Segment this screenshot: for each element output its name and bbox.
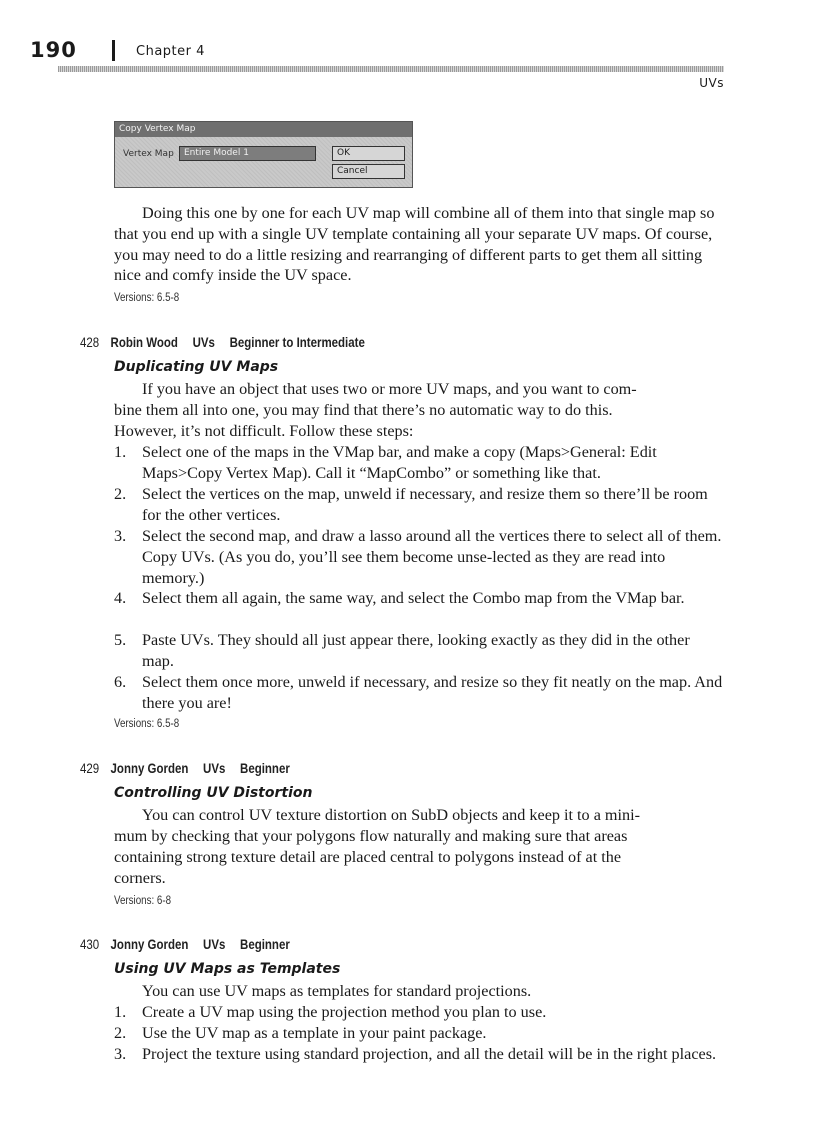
- tip-level: Beginner: [240, 936, 290, 952]
- tip-428-line-3: However, it’s not difficult. Follow these steps:: [114, 422, 414, 440]
- chapter-label: Chapter 4: [136, 44, 205, 59]
- tip-428-header: [80, 334, 365, 350]
- tip-428-versions: Versions: 6.5-8: [114, 718, 180, 730]
- ok-button: OK: [332, 146, 405, 161]
- vertex-map-field: Entire Model 1: [179, 146, 316, 161]
- tip-430-line-1: You can use UV maps as templates for standard projections.: [142, 982, 532, 1000]
- tip-author: Jonny Gorden: [110, 936, 189, 952]
- tip-429-line-3: containing strong texture detail are placed central to polygons instead of at the: [114, 848, 622, 866]
- header-rule: [58, 66, 724, 72]
- tip-430-header: [80, 936, 290, 952]
- tip-430-title: Using UV Maps as Templates: [114, 961, 341, 977]
- tip-author: Jonny Gorden: [110, 760, 189, 776]
- tip-number: 430: [80, 936, 100, 952]
- tip-category: UVs: [203, 760, 226, 776]
- tip-429-line-2: mum by checking that your polygons flow naturally and making sure that areas: [114, 827, 628, 845]
- intro-paragraph: Doing this one by one for each UV map will combine all of them into that single map so that you end up with a single UV template containing all your separate UV maps. Of course, you may need to do a little resizing and rearranging of different parts to get them all sitting nice and comfy inside the UV space.: [114, 204, 715, 285]
- tip-level: Beginner to Intermediate: [229, 334, 365, 350]
- section-label: UVs: [699, 76, 724, 90]
- tip-number: 429: [80, 760, 100, 776]
- tip-level: Beginner: [240, 760, 290, 776]
- tip-429-header: [80, 760, 290, 776]
- header-divider: [112, 40, 115, 61]
- cancel-button: Cancel: [332, 164, 405, 179]
- tip-number: 428: [80, 334, 100, 350]
- page-number: 190: [30, 38, 77, 62]
- tip-429-title: Controlling UV Distortion: [114, 785, 313, 801]
- intro-versions: Versions: 6.5-8: [114, 292, 180, 304]
- tip-428-title: Duplicating UV Maps: [114, 359, 279, 375]
- tip-author: Robin Wood: [110, 334, 178, 350]
- tip-429-versions: Versions: 6-8: [114, 895, 172, 907]
- tip-429-line-4: corners.: [114, 869, 166, 887]
- tip-428-line-1: If you have an object that uses two or more UV maps, and you want to com-: [142, 380, 637, 398]
- tip-428-line-2: bine them all into one, you may find that there’s no automatic way to do this.: [114, 401, 613, 419]
- tip-category: UVs: [203, 936, 226, 952]
- tip-429-line-1: You can control UV texture distortion on SubD objects and keep it to a mini-: [142, 806, 641, 824]
- dialog-title: Copy Vertex Map: [115, 122, 412, 137]
- tip-category: UVs: [192, 334, 215, 350]
- copy-vertex-map-dialog: [114, 121, 413, 188]
- vertex-map-label: Vertex Map: [123, 149, 174, 159]
